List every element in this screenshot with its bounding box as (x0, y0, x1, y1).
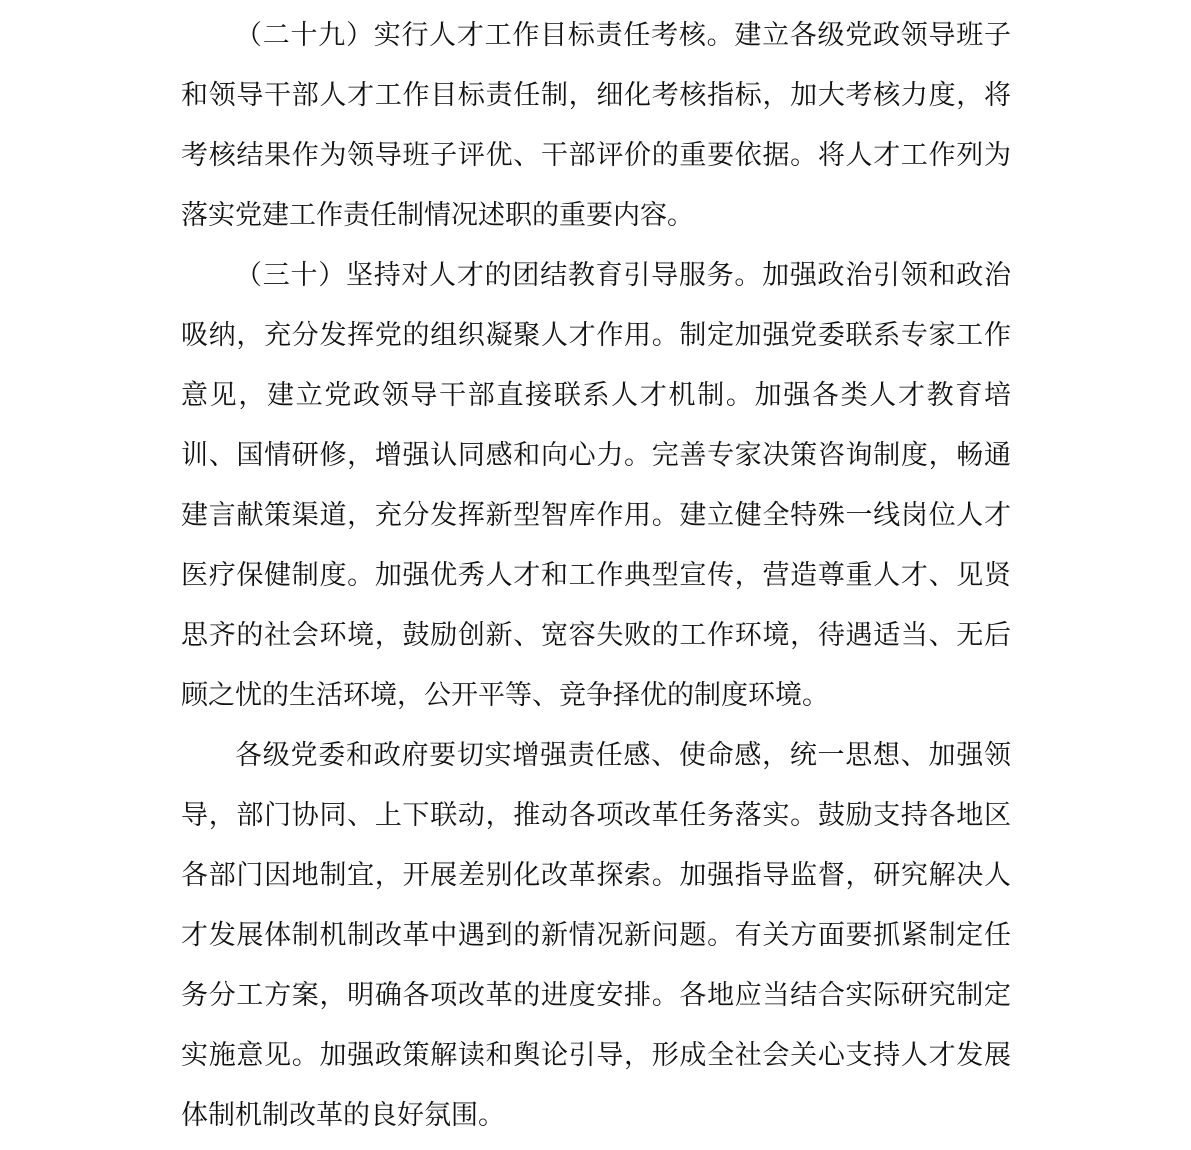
paragraph-30: （三十）坚持对人才的团结教育引导服务。加强政治引领和政治吸纳，充分发挥党的组织凝聚人才作用。制定加强党委联系专家工作意见，建立党政领导干部直接联系人才机制。加强各类人才教育培训、国情研修，增强认同感和向心力。完善专家决策咨询制度，畅通建言献策渠道，充分发挥新型智库作用。建立健全特殊一线岗位人才医疗保健制度。加强优秀人才和工作典型宣传，营造尊重人才、见贤思齐的社会环境，鼓励创新、宽容失败的工作环境，待遇适当、无后顾之忧的生活环境，公开平等、竞争择优的制度环境。 (181, 260, 1011, 711)
paragraph-closing: 各级党委和政府要切实增强责任感、使命感，统一思想、加强领导，部门协同、上下联动，推动各项改革任务落实。鼓励支持各地区各部门因地制宜，开展差别化改革探索。加强指导监督，研究解决人才发展体制机制改革中遇到的新情况新问题。有关方面要抓紧制定任务分工方案，明确各项改革的进度安排。各地应当结合实际研究制定实施意见。加强政策解读和舆论引导，形成全社会关心支持人才发展体制机制改革的良好氛围。 (181, 740, 1011, 1131)
paragraph-29: （二十九）实行人才工作目标责任考核。建立各级党政领导班子和领导干部人才工作目标责任制，细化考核指标，加大考核力度，将考核结果作为领导班子评优、干部评价的重要依据。将人才工作列为落实党建工作责任制情况述职的重要内容。 (181, 20, 1011, 231)
document-body (181, 6, 1011, 1146)
